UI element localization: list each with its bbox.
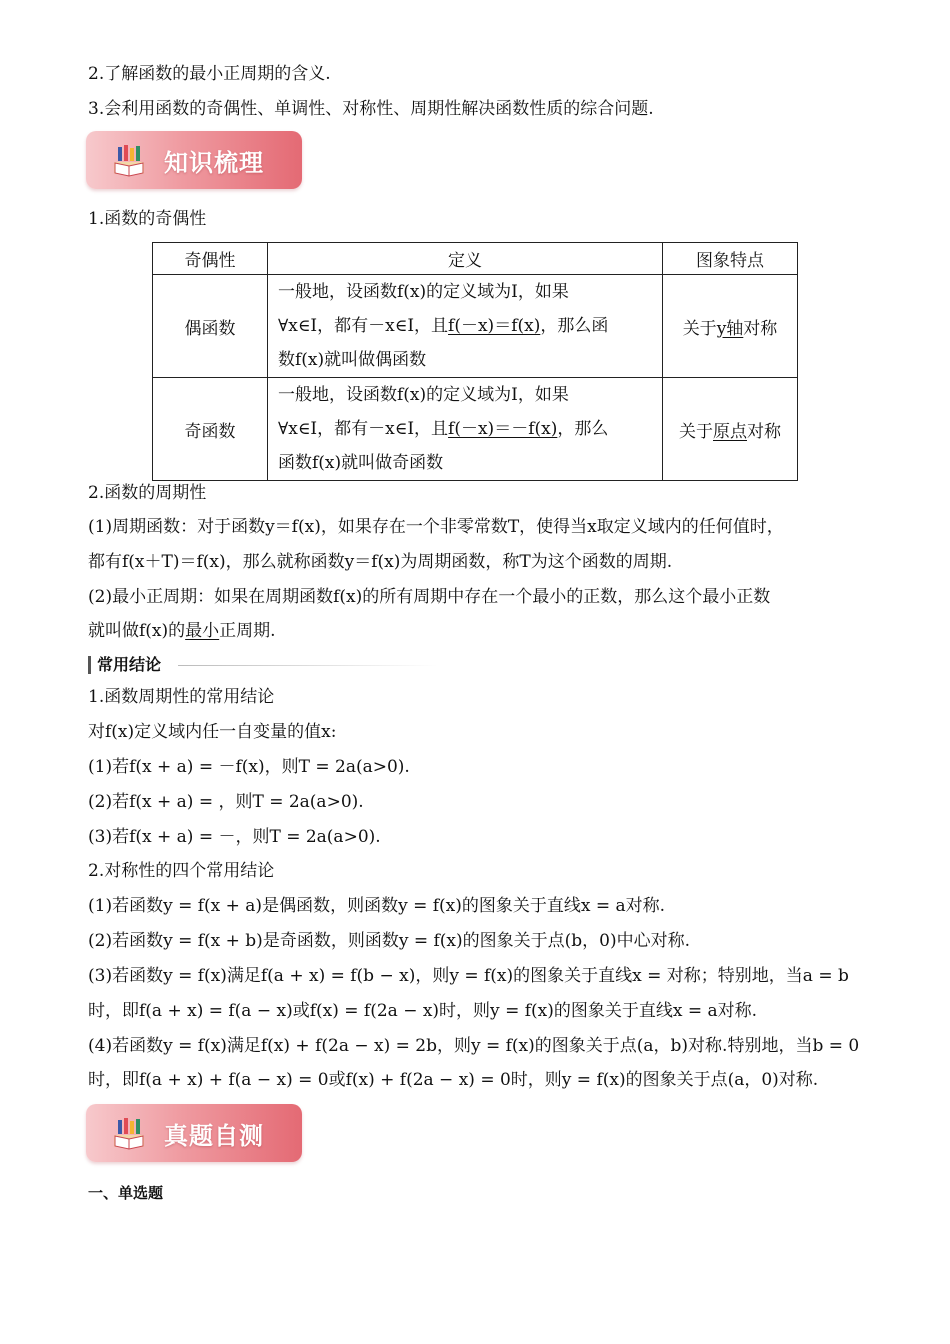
definition-text: ∀x∈I，都有－x∈I，且 <box>278 316 449 336</box>
table-cell-feature <box>663 275 798 378</box>
conclusion-line: (2)若函数y = f(x + b)是奇函数，则函数y = f(x)的图象关于点(b，0)中心对称. <box>88 931 690 951</box>
feature-text: 对称 <box>747 421 781 442</box>
conclusion-line: (1)若函数y = f(x + a)是偶函数，则函数y = f(x)的图象关于直线x = a对称. <box>88 896 666 916</box>
paragraph-line: 都有f(x＋T)＝f(x)，那么就称函数y＝f(x)为周期函数，称T为这个函数的周期. <box>88 552 673 572</box>
conclusion-line: 时，即f(a + x) = f(a − x)或f(x) = f(2a − x)时，则y = f(x)的图象关于直线x = a对称. <box>88 1001 758 1021</box>
table-header: 奇偶性 <box>153 243 268 275</box>
tag-bar <box>88 656 91 674</box>
feature-key: 原点 <box>713 421 747 442</box>
feature-text: 关于 <box>682 318 717 339</box>
table-row <box>153 275 798 378</box>
definition-condition: f(－x)＝f(x) <box>448 316 541 336</box>
goal-2: 2.了解函数的最小正周期的含义. <box>88 64 331 84</box>
definition-line <box>278 309 652 343</box>
paragraph-key-term: 最小 <box>185 621 220 641</box>
conclusion-line: (4)若函数y = f(x)满足f(x) + f(2a − x) = 2b，则y = f(x)的图象关于点(a，b)对称.特别地，当b = 0 <box>88 1036 860 1056</box>
paragraph-line: (1)周期函数：对于函数y＝f(x)，如果存在一个非零常数T，使得当x取定义域内的任何值时， <box>88 517 784 537</box>
section-heading-periodicity: 2.函数的周期性 <box>88 483 207 503</box>
paragraph-line: (2)最小正周期：如果在周期函数f(x)的所有周期中存在一个最小的正数，那么这个最小正数 <box>88 587 771 607</box>
definition-line <box>278 412 652 446</box>
paragraph-text: 正周期. <box>219 621 276 641</box>
table-header: 定义 <box>268 243 663 275</box>
feature-key: y轴 <box>716 318 744 339</box>
paragraph-text: 就叫做f(x)的 <box>88 621 186 641</box>
tag-label: 常用结论 <box>97 655 162 674</box>
conclusion-line: (1)若f(x + a) = －f(x)，则T = 2a(a>0). <box>88 757 410 777</box>
book-icon <box>112 143 146 177</box>
conclusion-heading: 1.函数周期性的常用结论 <box>88 687 275 707</box>
definition-text: ∀x∈I，都有－x∈I，且 <box>278 419 449 439</box>
table-cell-definition <box>268 378 663 481</box>
table-cell-type: 偶函数 <box>153 275 268 378</box>
definition-line: 数f(x)就叫做偶函数 <box>278 350 427 370</box>
conclusion-line: 时，即f(a + x) + f(a − x) = 0或f(x) + f(2a − x) = 0时，则y = f(x)的图象关于点(a，0)对称. <box>88 1070 819 1090</box>
parity-definition-table <box>152 242 798 481</box>
conclusion-line: (2)若f(x + a) = ，则T = 2a(a>0). <box>88 792 364 812</box>
tag-rule <box>178 665 438 666</box>
feature-text: 关于 <box>679 421 713 442</box>
section-banner-exam <box>86 1104 302 1162</box>
definition-condition: f(－x)＝－f(x) <box>448 419 558 439</box>
table-row <box>153 378 798 481</box>
table-cell-definition <box>268 275 663 378</box>
book-icon <box>112 1116 146 1150</box>
table-cell-feature <box>663 378 798 481</box>
conclusion-line: (3)若f(x + a) = －，则T = 2a(a>0). <box>88 827 381 847</box>
table-header-row <box>153 243 798 275</box>
goal-3: 3.会利用函数的奇偶性、单调性、对称性、周期性解决函数性质的综合问题. <box>88 99 654 119</box>
conclusion-heading: 2.对称性的四个常用结论 <box>88 861 275 881</box>
conclusions-tag <box>88 654 358 676</box>
feature-text: 对称 <box>743 318 778 339</box>
paragraph-line <box>88 620 276 642</box>
conclusion-line: 对f(x)定义域内任一自变量的值x: <box>88 722 337 742</box>
section-heading-single-choice: 一、单选题 <box>88 1184 164 1202</box>
definition-line: 一般地，设函数f(x)的定义域为I，如果 <box>278 385 569 405</box>
definition-line: 一般地，设函数f(x)的定义域为I，如果 <box>278 282 569 302</box>
conclusion-line: (3)若函数y = f(x)满足f(a + x) = f(b − x)，则y = f(x)的图象关于直线x = 对称；特别地，当a = b <box>88 966 849 986</box>
section-heading-parity: 1.函数的奇偶性 <box>88 209 207 229</box>
definition-line: 函数f(x)就叫做奇函数 <box>278 453 444 473</box>
section-banner-knowledge <box>86 131 302 189</box>
definition-text: ，那么 <box>557 419 609 439</box>
table-cell-type: 奇函数 <box>153 378 268 481</box>
banner-title: 真题自测 <box>164 1122 264 1150</box>
table-header: 图象特点 <box>663 243 798 275</box>
definition-text: ，那么函 <box>540 316 609 336</box>
banner-title: 知识梳理 <box>164 149 264 177</box>
